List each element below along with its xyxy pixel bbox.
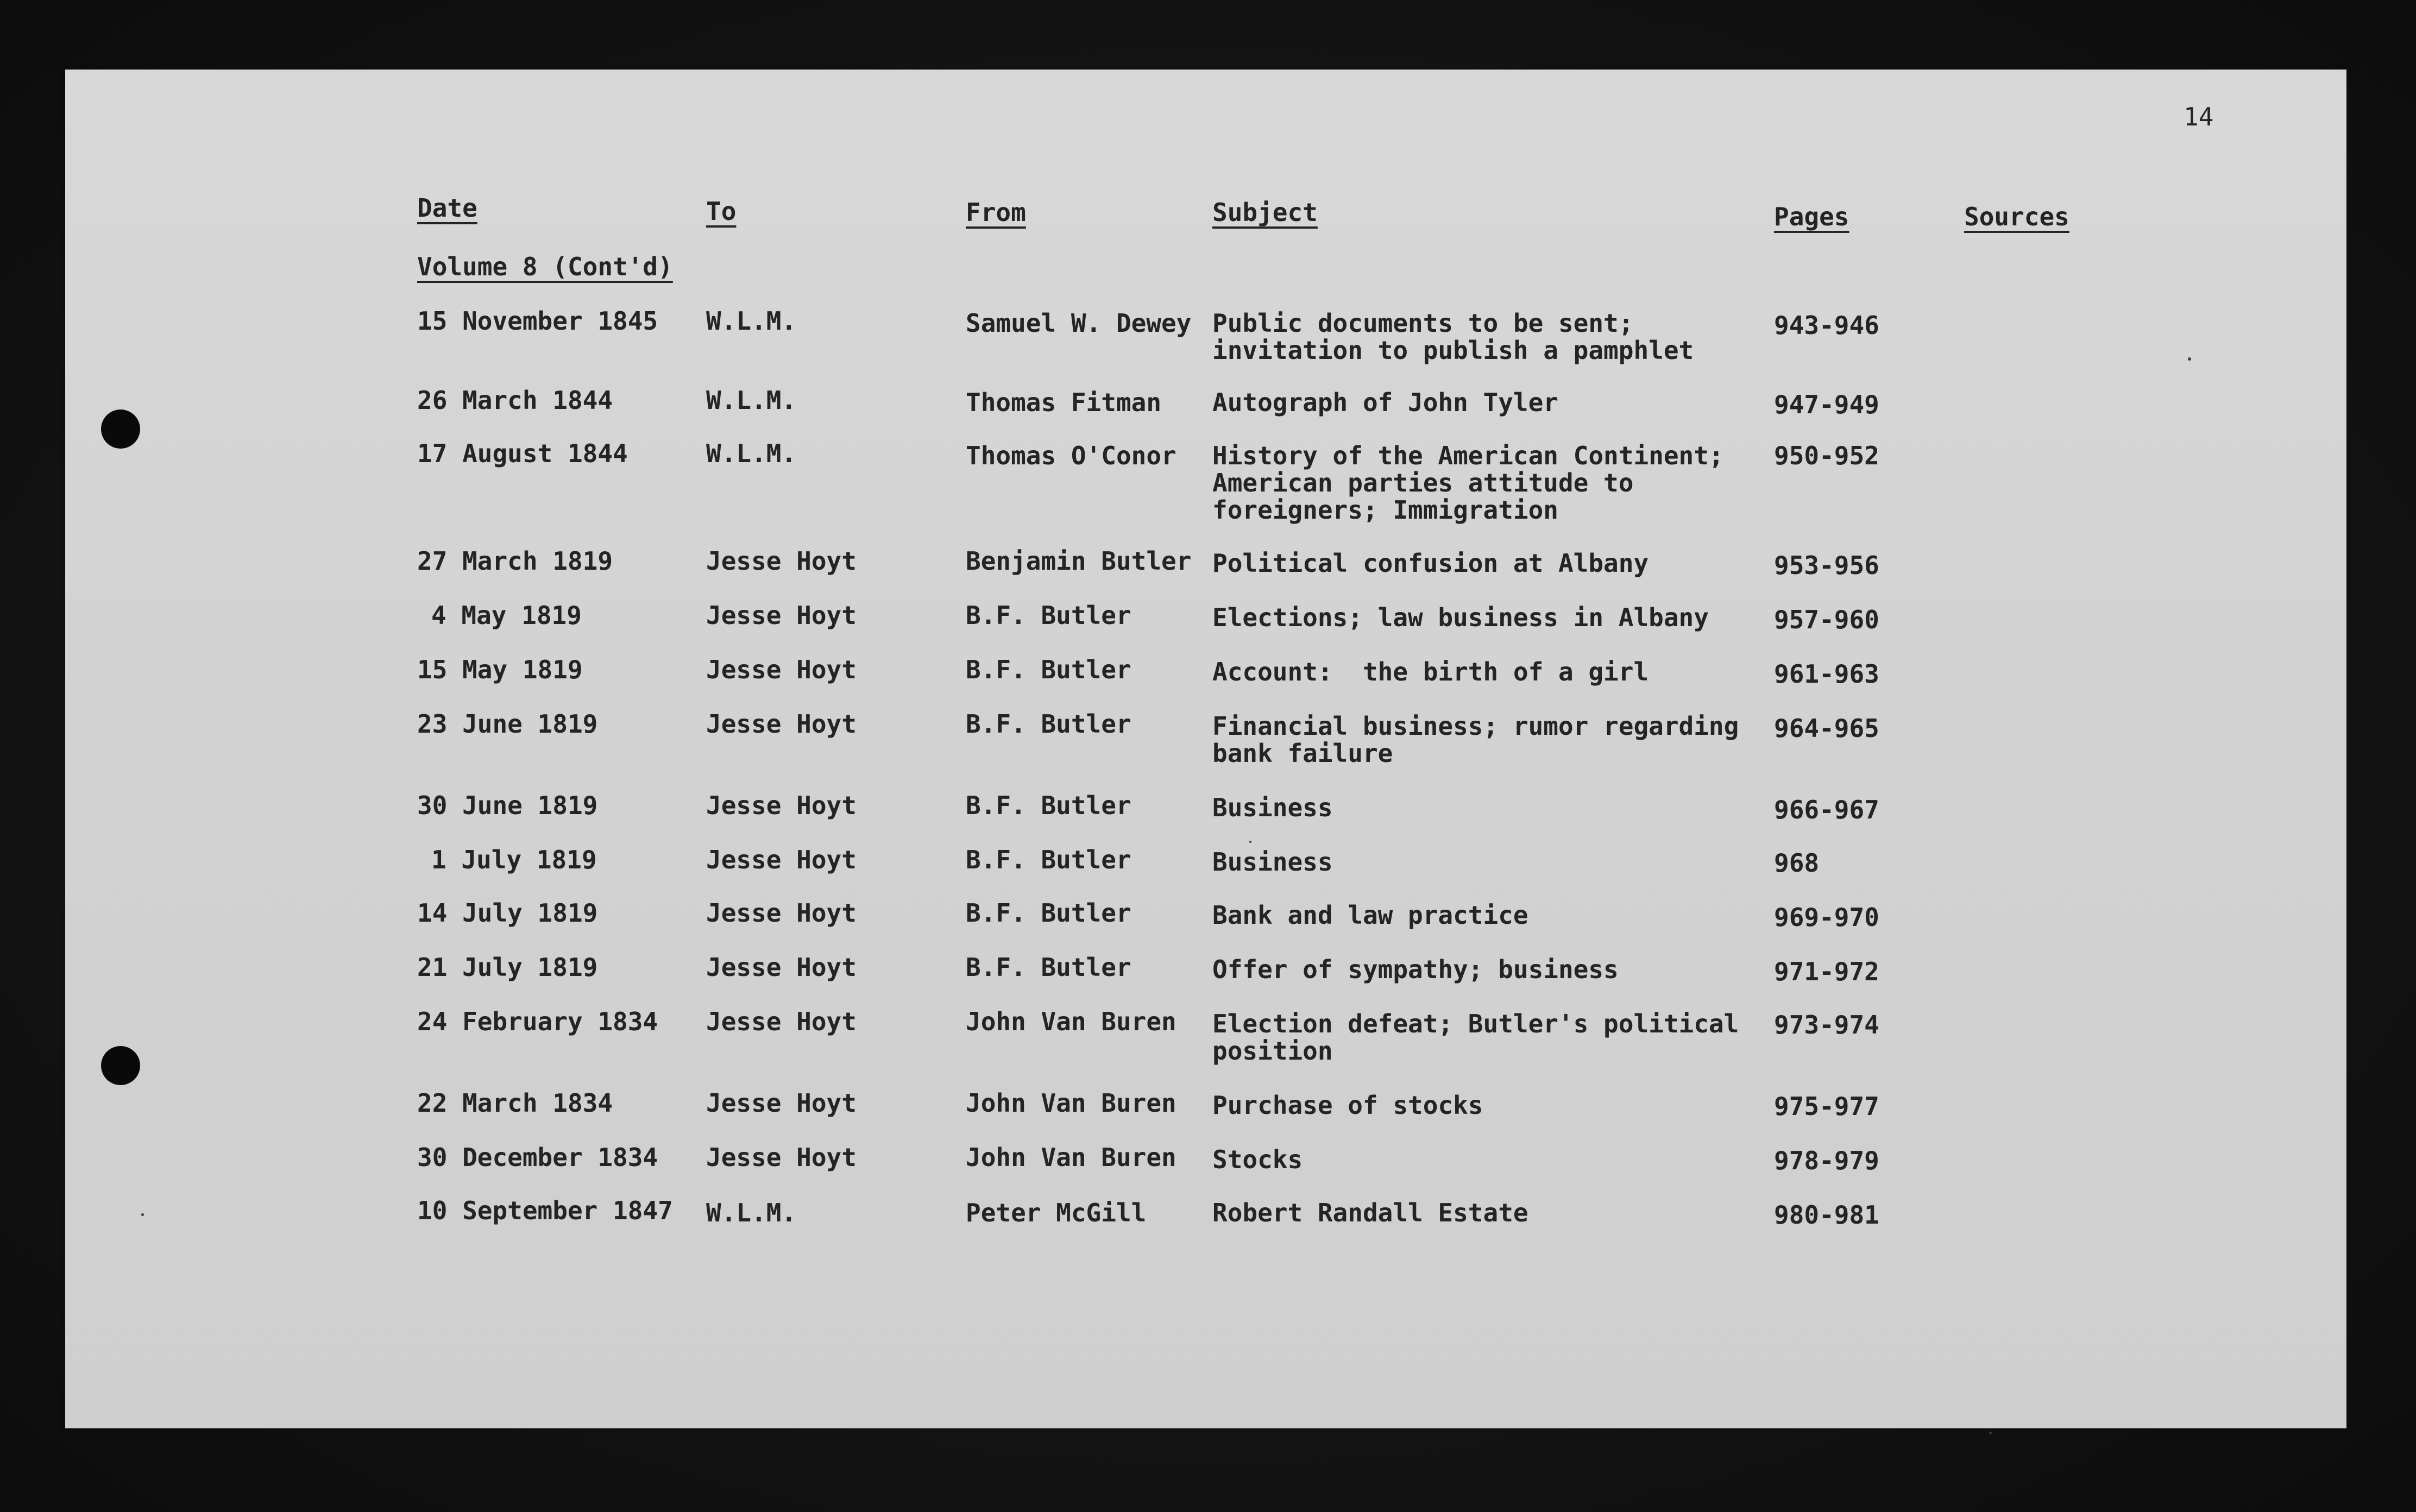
row-to: Jesse Hoyt bbox=[706, 546, 857, 576]
row-subject: Account: the birth of a girl bbox=[1212, 657, 1649, 686]
row-to: Jesse Hoyt bbox=[706, 845, 857, 874]
row-pages: 953-956 bbox=[1774, 551, 1879, 580]
row-date: 10 September 1847 bbox=[417, 1196, 673, 1225]
row-pages: 966-967 bbox=[1774, 795, 1879, 824]
row-from: B.F. Butler bbox=[966, 601, 1131, 630]
row-to: Jesse Hoyt bbox=[706, 791, 857, 820]
column-header-pages: Pages bbox=[1774, 202, 1849, 231]
row-from: B.F. Butler bbox=[966, 655, 1131, 684]
row-from: John Van Buren bbox=[966, 1143, 1176, 1172]
scan-speck bbox=[1989, 1432, 1992, 1434]
row-date: 14 July 1819 bbox=[417, 898, 598, 928]
row-date: 1 July 1819 bbox=[431, 845, 597, 874]
row-pages: 961-963 bbox=[1774, 659, 1879, 689]
row-from: John Van Buren bbox=[966, 1007, 1176, 1036]
row-subject: Financial business; rumor regarding bank failure bbox=[1212, 711, 1739, 768]
row-pages: 964-965 bbox=[1774, 714, 1879, 743]
row-date: 24 February 1834 bbox=[417, 1007, 658, 1036]
column-header-to: To bbox=[706, 197, 737, 226]
column-header-date: Date bbox=[417, 193, 477, 223]
row-subject: Business bbox=[1212, 793, 1333, 822]
row-to: Jesse Hoyt bbox=[706, 898, 857, 928]
scan-speck bbox=[141, 1213, 144, 1216]
column-header-sources: Sources bbox=[1964, 202, 2069, 231]
row-subject: Bank and law practice bbox=[1212, 900, 1528, 930]
row-subject: Stocks bbox=[1212, 1145, 1303, 1174]
binder-hole-top bbox=[101, 410, 140, 449]
row-date: 26 March 1844 bbox=[417, 386, 613, 415]
row-subject: Election defeat; Butler's political position bbox=[1212, 1009, 1739, 1066]
row-date: 30 December 1834 bbox=[417, 1143, 658, 1172]
row-date: 22 March 1834 bbox=[417, 1088, 613, 1118]
row-date: 15 May 1819 bbox=[417, 655, 583, 684]
row-pages: 971-972 bbox=[1774, 957, 1879, 986]
row-subject: Public documents to be sent; invitation to publish a pamphlet bbox=[1212, 308, 1694, 365]
row-from: Peter McGill bbox=[966, 1198, 1147, 1227]
row-date: 30 June 1819 bbox=[417, 791, 598, 820]
row-from: Thomas O'Conor bbox=[966, 441, 1176, 470]
row-subject: Elections; law business in Albany bbox=[1212, 603, 1709, 632]
row-date: 4 May 1819 bbox=[431, 601, 582, 630]
row-to: W.L.M. bbox=[706, 306, 797, 336]
row-subject: Robert Randall Estate bbox=[1212, 1198, 1528, 1227]
row-to: Jesse Hoyt bbox=[706, 601, 857, 630]
row-to: Jesse Hoyt bbox=[706, 1143, 857, 1172]
row-pages: 943-946 bbox=[1774, 311, 1879, 340]
row-pages: 975-977 bbox=[1774, 1092, 1879, 1121]
section-title: Volume 8 (Cont'd) bbox=[417, 252, 673, 281]
row-pages: 973-974 bbox=[1774, 1010, 1879, 1040]
row-to: W.L.M. bbox=[706, 439, 797, 468]
row-to: Jesse Hoyt bbox=[706, 1007, 857, 1036]
row-to: Jesse Hoyt bbox=[706, 709, 857, 739]
column-header-subject: Subject bbox=[1212, 198, 1318, 227]
row-date: 15 November 1845 bbox=[417, 306, 658, 336]
binder-hole-bottom bbox=[101, 1046, 140, 1085]
row-date: 23 June 1819 bbox=[417, 709, 598, 739]
document-page bbox=[65, 70, 2346, 1428]
row-subject: Business bbox=[1212, 847, 1333, 877]
row-to: Jesse Hoyt bbox=[706, 655, 857, 684]
row-pages: 980-981 bbox=[1774, 1200, 1879, 1230]
row-subject: Purchase of stocks bbox=[1212, 1091, 1483, 1120]
row-from: Samuel W. Dewey bbox=[966, 308, 1192, 338]
row-from: Benjamin Butler bbox=[966, 546, 1192, 576]
row-pages: 957-960 bbox=[1774, 605, 1879, 634]
row-to: W.L.M. bbox=[706, 1198, 797, 1227]
row-from: B.F. Butler bbox=[966, 953, 1131, 982]
row-from: John Van Buren bbox=[966, 1088, 1176, 1118]
row-subject: Autograph of John Tyler bbox=[1212, 388, 1558, 417]
page-number: 14 bbox=[2184, 102, 2214, 131]
row-subject: History of the American Continent; American parties attitude to foreigners; Immigration bbox=[1212, 441, 1724, 525]
row-from: B.F. Butler bbox=[966, 709, 1131, 739]
scan-speck bbox=[2188, 357, 2191, 361]
row-from: B.F. Butler bbox=[966, 898, 1131, 928]
row-subject: Offer of sympathy; business bbox=[1212, 955, 1619, 984]
row-to: W.L.M. bbox=[706, 386, 797, 415]
column-header-from: From bbox=[966, 198, 1026, 227]
row-subject: Political confusion at Albany bbox=[1212, 549, 1649, 578]
row-from: B.F. Butler bbox=[966, 791, 1131, 820]
scan-speck bbox=[1249, 841, 1251, 843]
row-date: 21 July 1819 bbox=[417, 953, 598, 982]
row-to: Jesse Hoyt bbox=[706, 1088, 857, 1118]
row-date: 27 March 1819 bbox=[417, 546, 613, 576]
row-to: Jesse Hoyt bbox=[706, 953, 857, 982]
row-from: B.F. Butler bbox=[966, 845, 1131, 874]
row-pages: 947-949 bbox=[1774, 390, 1879, 419]
row-pages: 950-952 bbox=[1774, 441, 1879, 470]
row-pages: 969-970 bbox=[1774, 903, 1879, 932]
row-pages: 978-979 bbox=[1774, 1146, 1879, 1175]
row-date: 17 August 1844 bbox=[417, 439, 628, 468]
row-pages: 968 bbox=[1774, 848, 1820, 878]
row-from: Thomas Fitman bbox=[966, 388, 1162, 417]
